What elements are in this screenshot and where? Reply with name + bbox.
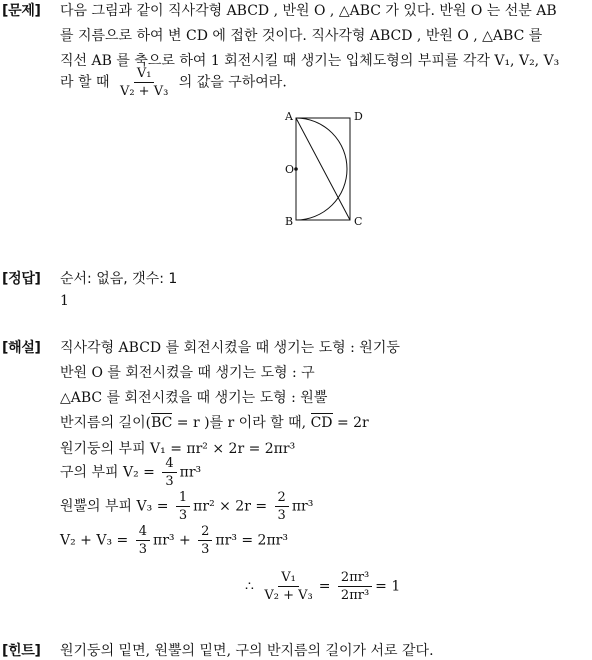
e8-mid: πr³ + bbox=[153, 532, 191, 549]
e7-post: πr³ bbox=[291, 498, 314, 515]
e8-numerator-2: 2 bbox=[198, 524, 212, 541]
e8-fraction-2 bbox=[198, 524, 212, 557]
e9-denominator-2: 2πr³ bbox=[340, 588, 370, 603]
answer-label: [정답] bbox=[2, 271, 41, 287]
problem-line-4 bbox=[60, 66, 287, 99]
e9-eq: = bbox=[318, 578, 331, 595]
e9-numerator-1: V₁ bbox=[278, 570, 299, 587]
segment-bc: BC bbox=[151, 415, 173, 431]
e7-numerator-2: 2 bbox=[275, 490, 289, 507]
label-b: B bbox=[285, 215, 294, 228]
e7-fraction-1 bbox=[176, 490, 190, 523]
e6-pre: 구의 부피 V₂ = bbox=[60, 464, 155, 481]
label-o: O bbox=[285, 163, 295, 176]
e9-numerator-2: 2πr³ bbox=[338, 570, 372, 587]
e9-fraction-2 bbox=[338, 570, 372, 603]
e8-denominator-1: 3 bbox=[138, 542, 147, 557]
e6-denominator: 3 bbox=[165, 474, 174, 489]
problem-label: [문제] bbox=[2, 3, 41, 19]
explanation-line-7 bbox=[60, 490, 313, 523]
geometry-figure bbox=[280, 108, 370, 230]
explanation-line-4 bbox=[60, 412, 369, 432]
e4-post: = 2r bbox=[332, 415, 369, 431]
explanation-line-8 bbox=[60, 524, 288, 557]
hint-label: [힌트] bbox=[2, 643, 41, 659]
e8-fraction-1 bbox=[136, 524, 150, 557]
explanation-line-6 bbox=[60, 456, 201, 489]
hint-text: 원기둥의 밑면, 원뿔의 밑면, 구의 반지름의 길이가 서로 같다. bbox=[60, 643, 434, 659]
fraction-denominator: V₂ + V₃ bbox=[119, 84, 169, 99]
label-a: A bbox=[285, 110, 293, 123]
problem-line-3: 직선 AB 를 축으로 하여 1 회전시킬 때 생기는 입체도형의 부피를 각각 V₁, V₂, V₃ bbox=[60, 53, 560, 69]
e6-numerator: 4 bbox=[162, 456, 176, 473]
label-c: C bbox=[354, 215, 363, 228]
e4-mid: = r )를 r 이라 할 때, bbox=[172, 415, 311, 431]
e9-fraction-1 bbox=[261, 570, 315, 603]
problem-line-4-pre: 라 할 때 bbox=[60, 74, 110, 91]
segment-cd: CD bbox=[310, 415, 333, 431]
problem-line-2: 를 지름으로 하여 변 CD 에 접한 것이다. 직사각형 ABCD , 반원 O , △ABC 를 bbox=[60, 28, 543, 44]
e9-post: = 1 bbox=[375, 578, 401, 595]
center-o-dot bbox=[294, 167, 298, 171]
explanation-conclusion bbox=[245, 570, 400, 603]
problem-fraction bbox=[117, 66, 171, 99]
fraction-numerator: V₁ bbox=[134, 66, 155, 83]
e7-fraction-2 bbox=[275, 490, 289, 523]
label-d: D bbox=[354, 110, 363, 123]
explanation-line-1: 직사각형 ABCD 를 회전시켰을 때 생기는 도형 : 원기둥 bbox=[60, 340, 400, 356]
e6-post: πr³ bbox=[179, 464, 202, 481]
explanation-line-2: 반원 O 를 회전시켰을 때 생기는 도형 : 구 bbox=[60, 365, 315, 381]
e6-fraction bbox=[162, 456, 176, 489]
problem-line-1: 다음 그림과 같이 직사각형 ABCD , 반원 O , △ABC 가 있다. 반원 O 는 선분 AB bbox=[60, 3, 557, 19]
e7-mid: πr² × 2r = bbox=[193, 498, 268, 515]
diagonal-ac bbox=[296, 118, 350, 220]
e7-pre: 원뿔의 부피 V₃ = bbox=[60, 498, 169, 515]
answer-value: 1 bbox=[60, 293, 69, 309]
e8-denominator-2: 3 bbox=[201, 542, 210, 557]
e8-pre: V₂ + V₃ = bbox=[60, 532, 129, 549]
explanation-line-3: △ABC 를 회전시켰을 때 생기는 도형 : 원뿔 bbox=[60, 390, 328, 406]
answer-meta: 순서: 없음, 갯수: 1 bbox=[60, 271, 178, 287]
therefore-symbol: ∴ bbox=[245, 578, 254, 595]
explanation-line-5: 원기둥의 부피 V₁ = πr² × 2r = 2πr³ bbox=[60, 441, 296, 457]
e7-denominator-2: 3 bbox=[277, 508, 286, 523]
e9-denominator-1: V₂ + V₃ bbox=[264, 588, 313, 603]
e7-numerator-1: 1 bbox=[176, 490, 190, 507]
problem-line-4-post: 의 값을 구하여라. bbox=[178, 74, 287, 91]
e8-numerator-1: 4 bbox=[136, 524, 150, 541]
e4-pre: 반지름의 길이( bbox=[60, 415, 152, 431]
e8-post: πr³ = 2πr³ bbox=[215, 532, 288, 549]
explanation-label: [해설] bbox=[2, 340, 41, 356]
e7-denominator-1: 3 bbox=[178, 508, 188, 523]
